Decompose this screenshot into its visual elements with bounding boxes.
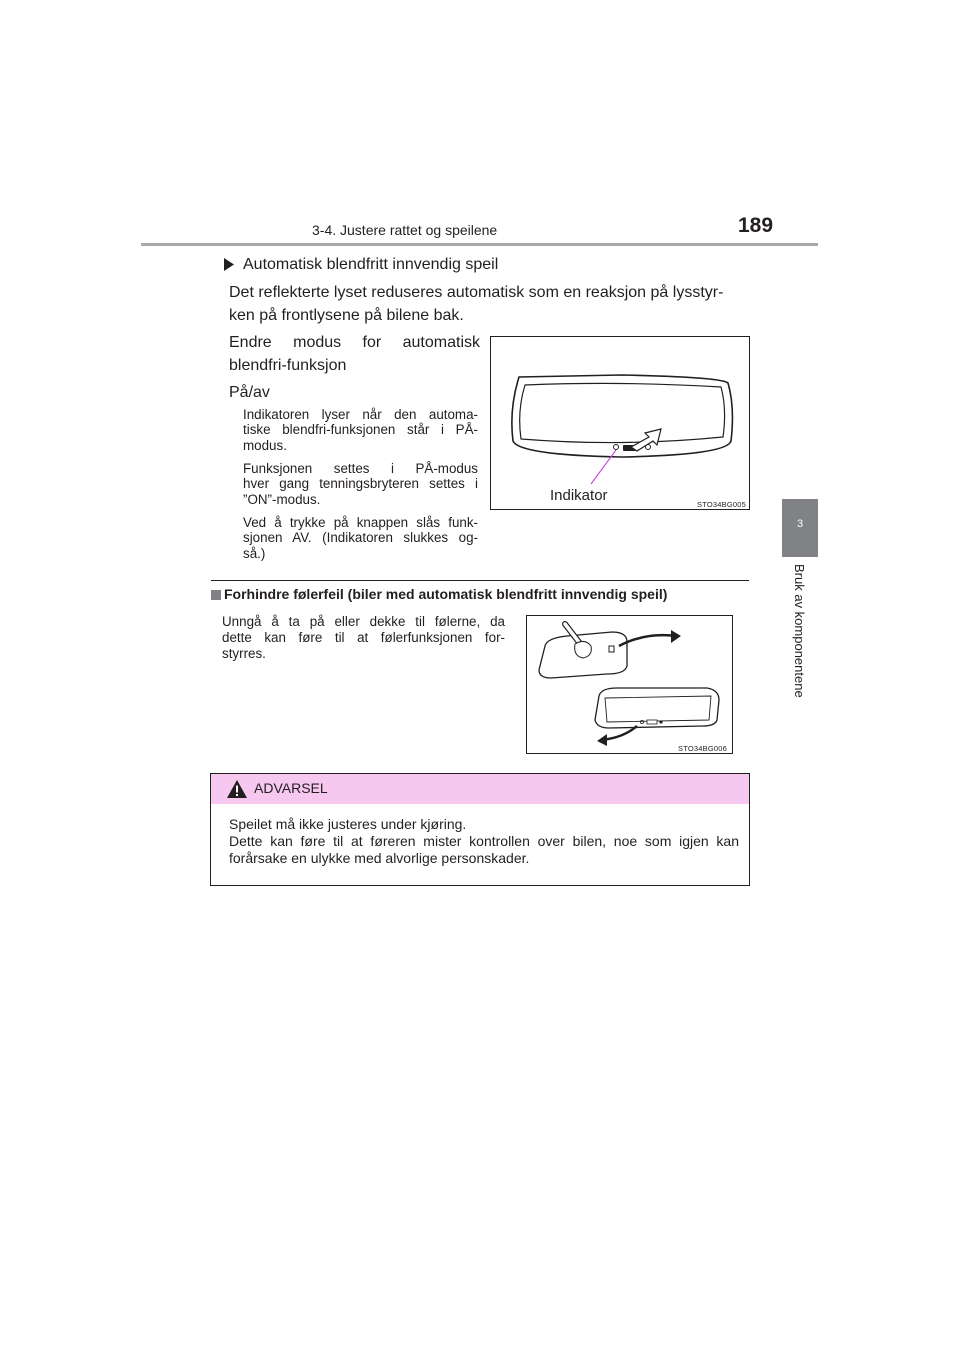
desc-line-2: tiske blendfri-funksjonen står i PÅ- [243, 422, 478, 437]
mirror-illustration [491, 337, 749, 509]
desc-line-9: så.) [243, 546, 266, 561]
subsection-heading: Automatisk blendfritt innvendig speil [243, 256, 499, 273]
warning-title: ADVARSEL [254, 780, 328, 796]
desc-line-7: Ved å trykke på knappen slås funk- [243, 515, 478, 530]
warning-line-3: forårsake en ulykke med alvorlige personskader. [229, 850, 530, 866]
desc-line-6: ”ON”-modus. [243, 492, 321, 507]
section2-heading: Forhindre følerfeil (biler med automatisk blendfritt innvendig speil) [224, 586, 668, 602]
sensor-illustration [527, 616, 732, 753]
figure-mirror-indicator [490, 336, 750, 510]
desc-line-4: Funksjonen settes i PÅ-modus [243, 461, 478, 476]
mode-title-line-2: blendfri-funksjon [229, 357, 347, 374]
onoff-label: På/av [229, 384, 270, 401]
chapter-title: Bruk av komponentene [792, 564, 807, 698]
s2-line-1: Unngå å ta på eller dekke til følerne, da [222, 614, 505, 629]
figure-sensors [526, 615, 733, 754]
intro-line-1: Det reflekterte lyset reduseres automatisk som en reaksjon på lysstyr- [229, 284, 724, 301]
s2-line-2: dette kan føre til at følerfunksjonen for- [222, 630, 505, 645]
desc-line-5: hver gang tenningsbryteren settes i [243, 476, 478, 491]
warning-line-1: Speilet må ikke justeres under kjøring. [229, 816, 467, 832]
triangle-bullet-icon [224, 258, 234, 276]
desc-line-3: modus. [243, 438, 287, 453]
warning-triangle-icon [226, 779, 248, 804]
page-number: 189 [738, 214, 774, 237]
intro-line-2: ken på frontlysene på bilene bak. [229, 307, 464, 324]
mode-title-line-1: Endre modus for automatisk [229, 334, 480, 351]
desc-line-8: sjonen AV. (Indikatoren slukkes og- [243, 530, 478, 545]
section-divider [211, 580, 749, 581]
chapter-number: 3 [796, 518, 804, 530]
desc-line-1: Indikatoren lyser når den automa- [243, 407, 478, 422]
warning-line-2: Dette kan føre til at føreren mister kontrollen over bilen, noe som igjen kan [229, 833, 739, 849]
square-bullet-icon [211, 590, 221, 600]
s2-line-3: styrres. [222, 646, 266, 661]
indicator-label: Indikator [550, 487, 608, 504]
figure-code: STO34BG006 [678, 744, 727, 753]
header-rule [141, 243, 818, 246]
figure-code: STO34BG005 [697, 500, 746, 509]
section-title: 3-4. Justere rattet og speilene [312, 222, 498, 238]
